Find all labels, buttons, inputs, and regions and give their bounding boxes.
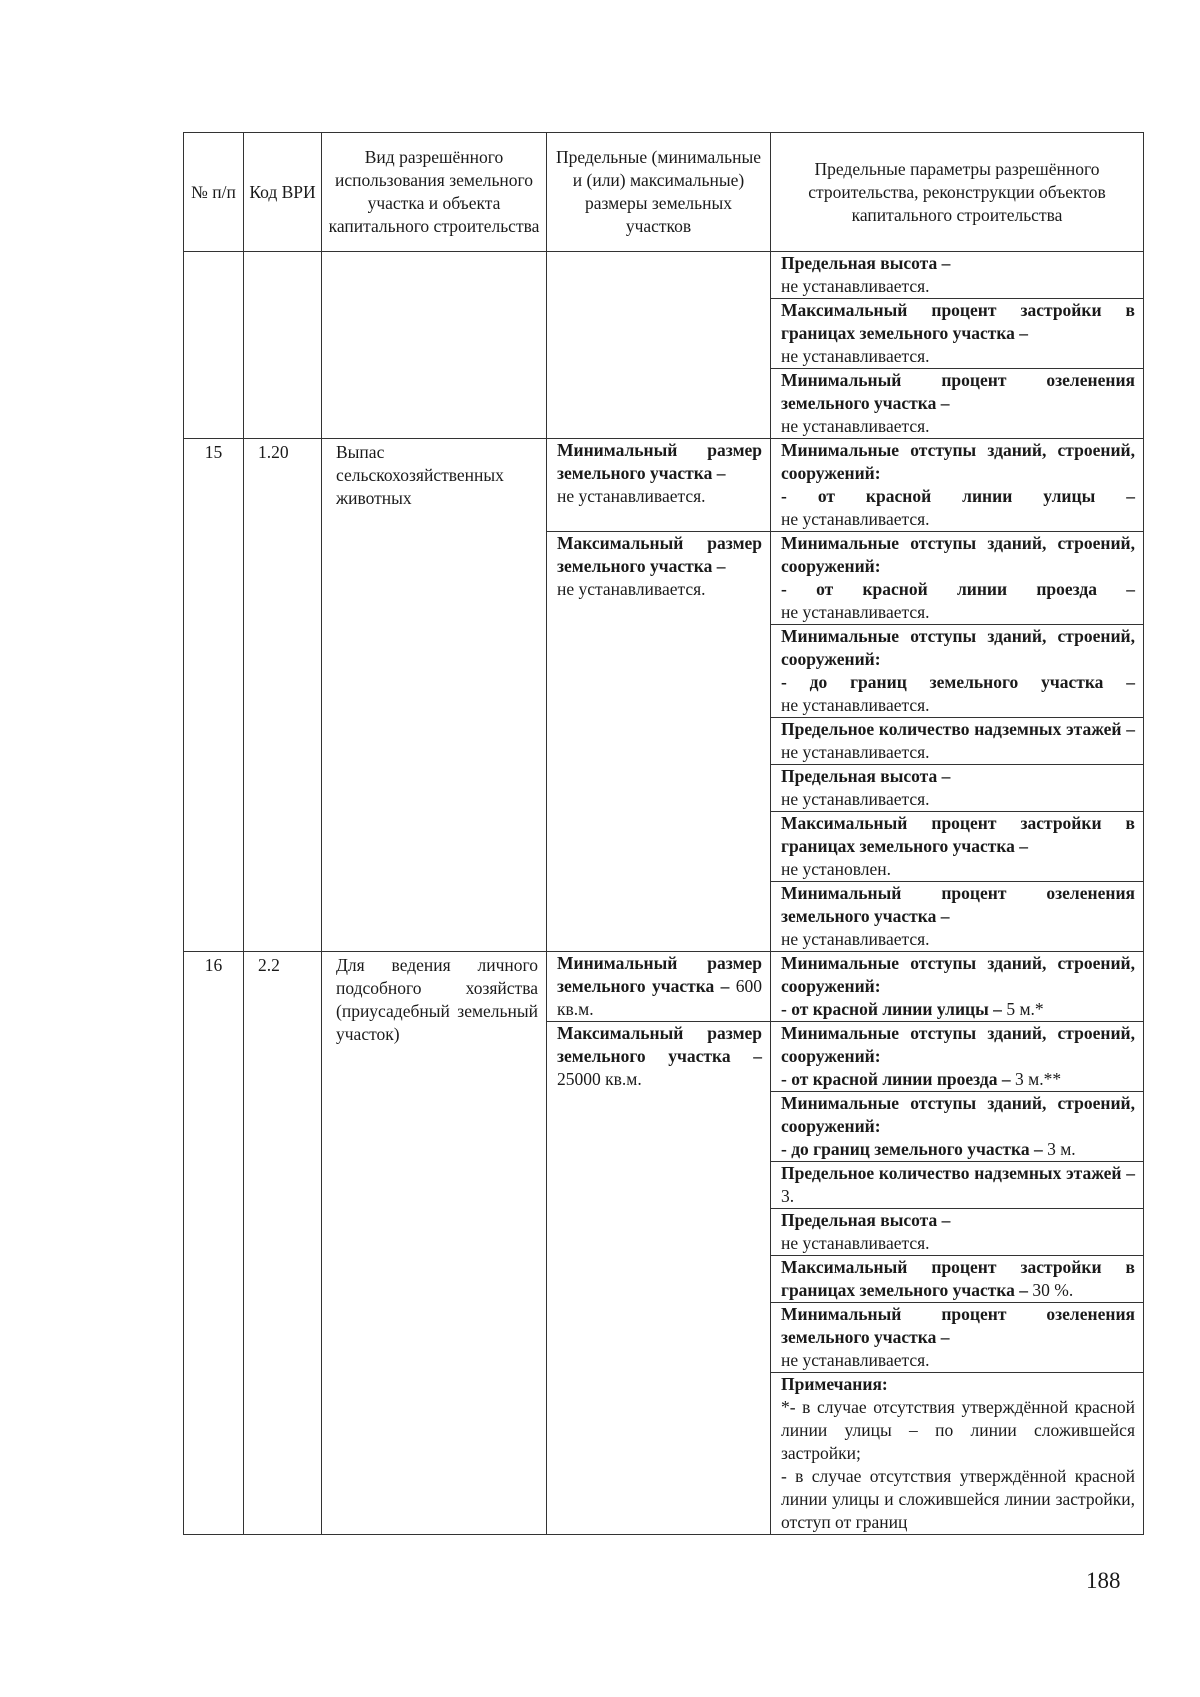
param-title: Минимальный процент озеленения земельного участка – [781,370,1135,413]
param-value: не устанавливается. [781,1233,930,1253]
param-title: Предельное количество надземных этажей – [781,1163,1135,1183]
param-value: не устанавливается. [781,602,930,622]
param-title: Предельное количество надземных этажей – [781,719,1135,739]
row-number: 16 [184,952,244,1535]
param-value: не устанавливается. [781,742,930,762]
header-build-params: Предельные параметры разрешённого строительства, реконструкции объектов капитального строительства [771,133,1144,252]
notes-title: Примечания: [781,1374,888,1394]
table-row [184,252,1144,439]
param-value: 30 %. [1028,1280,1074,1300]
header-number: № п/п [184,133,244,252]
row-code: 2.2 [244,952,322,1535]
param-title: Минимальные отступы зданий, строений, сооружений: [781,626,1135,669]
param-value: 5 м.* [1001,999,1044,1019]
param-value: 3 м. [1042,1139,1076,1159]
table-row [184,952,1144,1535]
param-subtitle: - от красной линии проезда – [781,1069,1011,1089]
row-number: 15 [184,439,244,952]
size-value: 600 кв.м. [557,976,762,1019]
param-title: Максимальный процент застройки в границах земельного участка – [781,1257,1135,1300]
size-title: Минимальный размер земельного участка – [557,440,762,483]
page-number: 188 [1086,1568,1121,1593]
param-title: Минимальный процент озеленения земельного участка – [781,883,1135,926]
param-subtitle: - до границ земельного участка – [781,1139,1043,1159]
header-code: Код ВРИ [244,133,322,252]
param-value: не устанавливается. [781,789,930,809]
param-title: Максимальный процент застройки в границах земельного участка – [781,813,1135,856]
param-subtitle: - от красной линии проезда – [781,579,1135,599]
param-title: Минимальные отступы зданий, строений, сооружений: [781,953,1135,996]
notes-text: *- в случае отсутствия утверждённой красной линии улицы – по линии сложившейся застройки; [781,1397,1135,1463]
param-title: Предельная высота – [781,766,951,786]
land-use-table [183,132,1144,1535]
size-value: не устанавливается. [557,486,706,506]
size-value: не устанавливается. [557,579,706,599]
param-title: Минимальные отступы зданий, строений, сооружений: [781,1023,1135,1066]
param-value: не устанавливается. [781,695,930,715]
header-use-type: Вид разрешённого использования земельного участка и объекта капитального строительства [322,133,547,252]
row-use-type: Выпас сельскохозяйственных животных [322,439,547,952]
param-title: Максимальный процент застройки в границах земельного участка – [781,300,1135,343]
params-list [771,252,1143,438]
param-title: Минимальные отступы зданий, строений, сооружений: [781,440,1135,483]
size-title: Максимальный размер земельного участка – [557,533,762,576]
size-value: 25000 кв.м. [557,1069,642,1089]
param-title: Минимальные отступы зданий, строений, сооружений: [781,1093,1135,1136]
param-title: Минимальные отступы зданий, строений, сооружений: [781,533,1135,576]
param-subtitle: - от красной линии улицы – [781,486,1135,506]
row-code: 1.20 [244,439,322,952]
params-list [771,439,1143,951]
header-plot-sizes: Предельные (минимальные и (или) максимальные) размеры земельных участков [547,133,771,252]
param-value: не устанавливается. [781,509,930,529]
param-title: Предельная высота – [781,1210,951,1230]
param-title: Минимальный процент озеленения земельного участка – [781,1304,1135,1347]
param-value: 3. [781,1186,795,1206]
table-row [184,439,1144,952]
param-value: не установлен. [781,859,892,879]
row-use-type: Для ведения личного подсобного хозяйства (приусадебный земельный участок) [322,952,547,1535]
sizes-list [547,952,770,1091]
params-list [771,952,1143,1534]
param-subtitle: - до границ земельного участка – [781,672,1135,692]
sizes-list [547,439,770,601]
param-value: не устанавливается. [781,276,930,296]
param-subtitle: - от красной линии улицы – [781,999,1002,1019]
param-value: не устанавливается. [781,346,930,366]
param-value: 3 м.** [1010,1069,1062,1089]
param-title: Предельная высота – [781,253,951,273]
size-title: Минимальный размер земельного участка – [557,953,762,996]
param-value: не устанавливается. [781,929,930,949]
table-header-row [184,133,1144,252]
param-value: не устанавливается. [781,1350,930,1370]
size-title: Максимальный размер земельного участка – [557,1023,762,1066]
notes-text: - в случае отсутствия утверждённой красной линии улицы и сложившейся линии застройки, отступ от границ [781,1466,1135,1532]
param-value: не устанавливается. [781,416,930,436]
